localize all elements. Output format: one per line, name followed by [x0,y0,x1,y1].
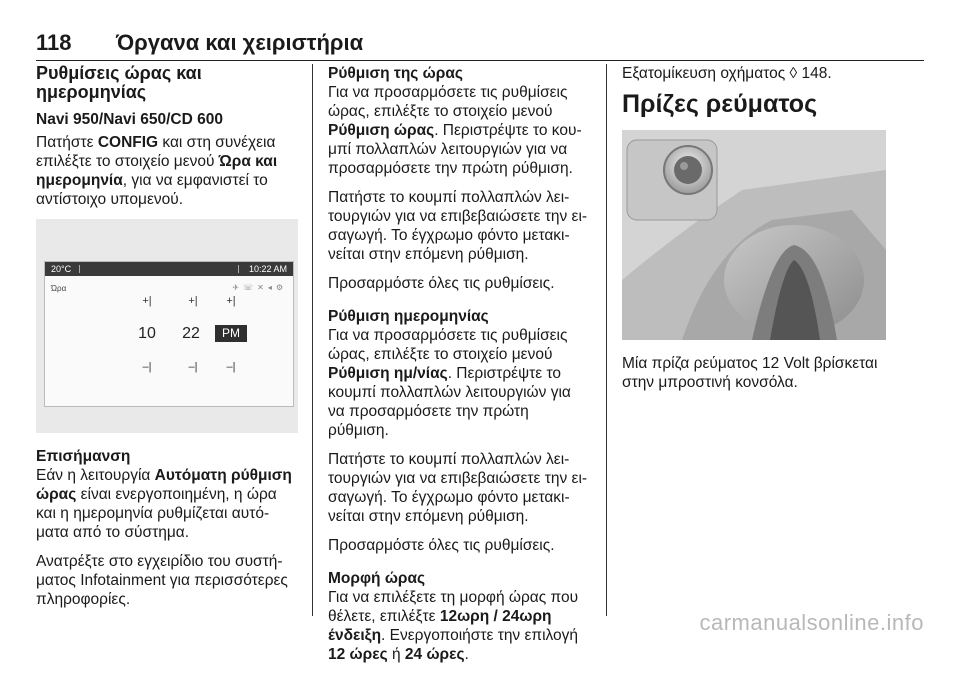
settings-icon: ⚙ [275,283,287,292]
date-setting-heading: Ρύθμιση ημερομηνίας [328,308,489,325]
hour-minus-button[interactable]: –| [142,361,152,373]
column-1 [36,64,294,619]
screen-menu-title: Ώρα [51,284,67,293]
cross-reference: Εξατομίκευση οχήματος ◊ 148. [622,65,832,82]
date-setting-paragraph-2: Πατήστε το κουμπί πολλαπλών λειτουργιών για να επιβεβαιώσετε την εισαγωγή. Το έγχρωμο φόντο μετακινείται στην επόμενη ρύθμιση. [328,451,588,525]
ampm-minus-button[interactable]: –| [226,361,236,373]
note-heading: Επισήμανση [36,448,131,465]
infotainment-screen-figure [36,219,298,433]
column-divider-2 [606,64,607,616]
menu-item-time-date: Ώρα και ημερομηνία [36,153,278,189]
column-3 [622,64,886,402]
time-setting-paragraph-1: Για να προσαρμόσετε τις ρυθμίσεις ώρας, επιλέξτε το στοιχείο μενού Ρύθμιση ώρας. Περιστρέψτε το κουμπί πολλαπλών λειτουργιών για να προσαρμόσετε την πρώτη ρύθμιση. [328,84,582,177]
note-paragraph-2: Ανατρέξτε στο εγχειρίδιο του συστήματος Infotainment για περισσότερες πληροφορίες. [36,553,288,608]
section-title-power-outlets: Πρίζες ρεύματος [622,90,818,118]
power-outlet-illustration [622,130,886,340]
chapter-title: Όργανα και χειριστήρια [116,30,364,55]
time-setting-heading: Ρύθμιση της ώρας [328,65,463,82]
mute-icon: ✕ [257,283,268,292]
config-button-label: CONFIG [97,134,159,151]
note-block [36,447,294,609]
date-setting-paragraph-1: Για να προσαρμόσετε τις ρυθμίσεις ώρας, επιλέξτε το στοιχείο μενού Ρύθμιση ημ/νίας. Περιστρέψτε το κουμπί πολλαπλών λειτουργιών για να προσαρμόσετε την πρώτη ρύθμιση. [328,327,571,439]
page-number: 118 [36,30,72,55]
note-paragraph-1: Εάν η λειτουργία Αυτόματη ρύθμιση ώρας είναι ενεργοποιημένη, η ώρα και η ημερομηνία ρυθμίζεται αυτόματα από το σύστημα. [36,467,292,541]
phone-icon: ☏ [243,283,258,292]
model-subtitle: Navi 950/Navi 650/CD 600 [36,111,223,128]
header-rule [36,60,924,61]
time-setting-paragraph-3: Προσαρμόστε όλες τις ρυθμίσεις. [328,275,555,292]
status-clock: 10:22 AM [248,264,287,274]
watermark: carmanualsonline.info [699,610,924,635]
nav-icon: ✈ [232,283,244,292]
ampm-value[interactable]: PM [215,325,247,342]
intro-paragraph: Πατήστε CONFIG και στη συνέχεια επιλέξτε το στοιχείο μενού Ώρα και ημερομηνία, για να εμφανιστεί το αντίστοιχο υπομενού. [36,134,278,208]
time-setting-paragraph-2: Πατήστε το κουμπί πολλαπλών λειτουργιών για να επιβεβαιώσετε την εισαγωγή. Το έγχρωμο φόντο μετακινείται στην επόμενη ρύθμιση. [328,189,588,263]
power-outlet-figure [622,130,886,340]
section-title-time-date: Ρυθμίσεις ώρας και ημερομηνίας [36,63,202,102]
time-format-paragraph: Για να επιλέξετε τη μορφή ώρας που θέλετε, επιλέξτε 12ωρη / 24ωρη ένδειξη. Ενεργοποιήστε την επιλογή 12 ώρες ή 24 ώρες. [328,589,579,663]
hour-value: 10 [138,325,156,342]
status-temperature: 20°C [51,264,72,274]
minute-value: 22 [182,325,200,342]
minute-minus-button[interactable]: –| [188,361,198,373]
status-bar [45,262,293,276]
infotainment-screen [44,261,294,407]
column-divider-1 [312,64,313,616]
page-header [36,20,924,56]
time-format-heading: Μορφή ώρας [328,570,426,587]
ampm-plus-button[interactable]: +| [226,295,236,307]
column-2 [328,64,590,674]
page-reference-icon: ◊ [789,65,798,82]
power-outlet-caption: Μία πρίζα ρεύματος 12 Volt βρίσκεται στην μπροστινή κονσόλα. [622,355,878,391]
date-setting-paragraph-3: Προσαρμόστε όλες τις ρυθμίσεις. [328,537,555,554]
speaker-icon: ◂ [267,283,276,292]
hour-plus-button[interactable]: +| [142,295,152,307]
minute-plus-button[interactable]: +| [188,295,198,307]
